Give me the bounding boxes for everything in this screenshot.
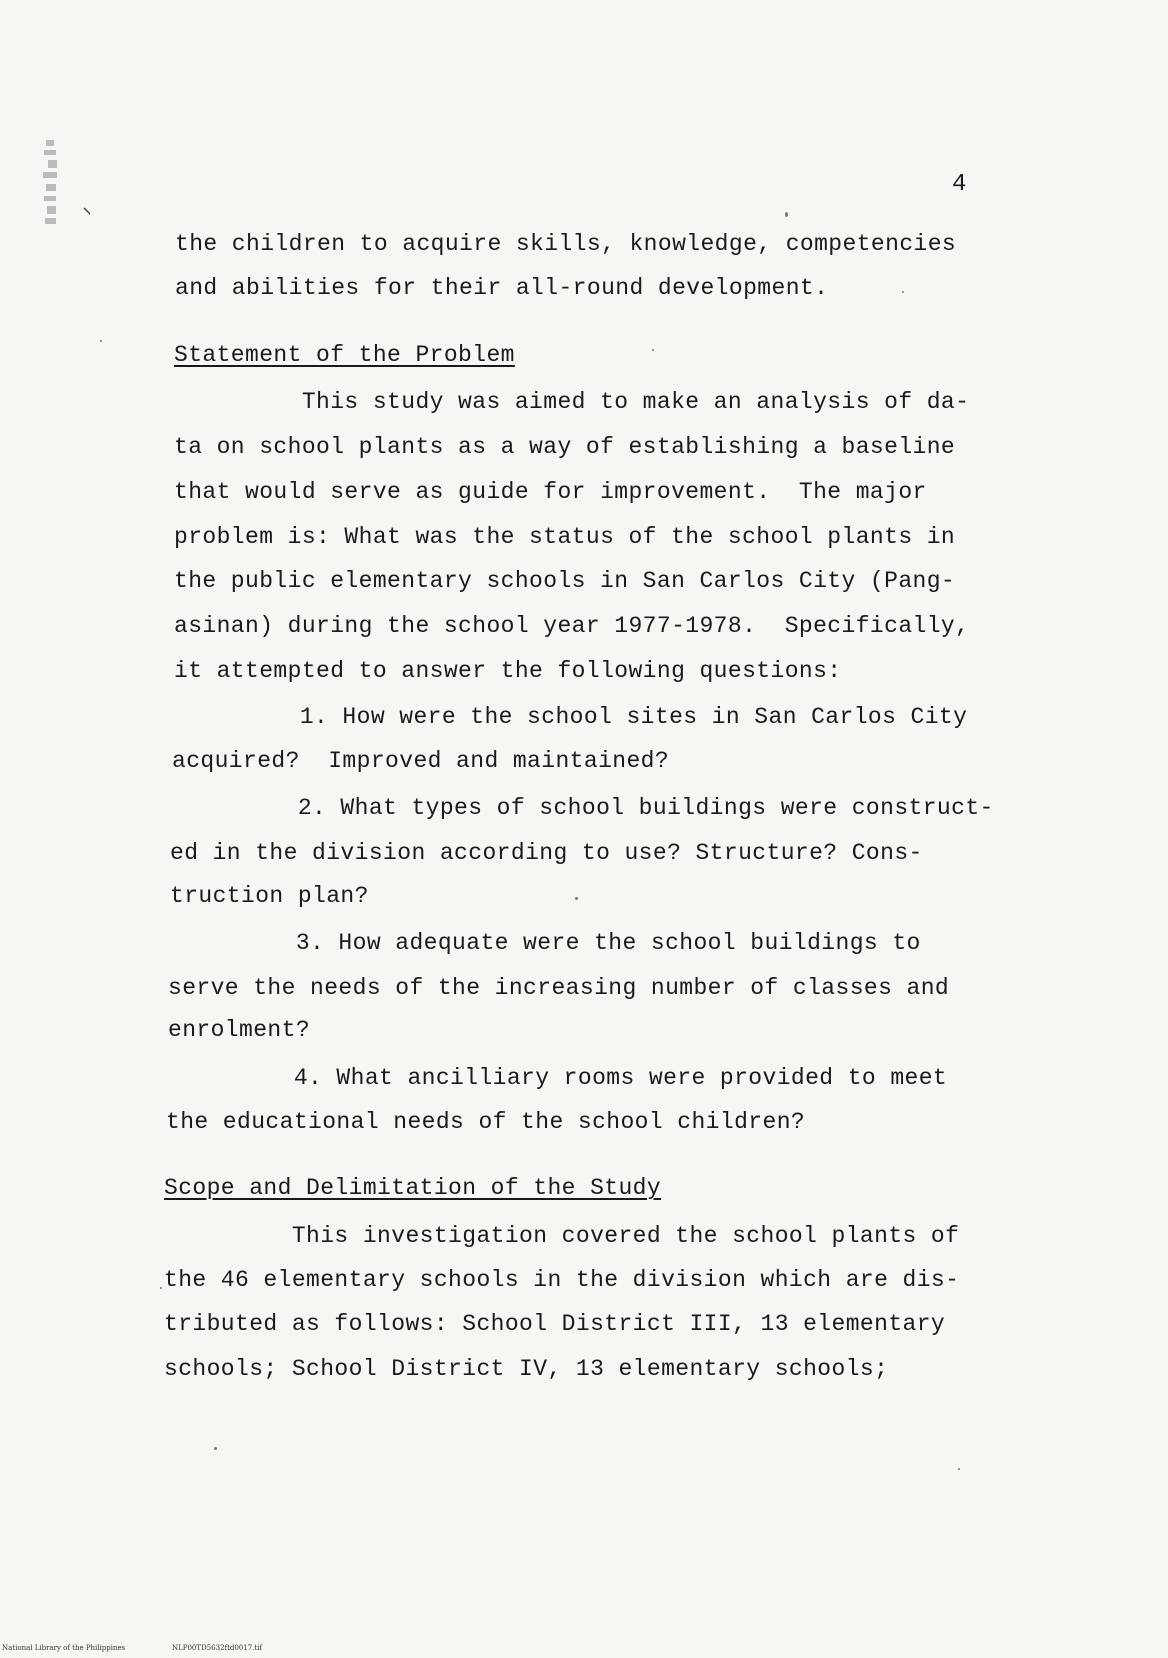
section-heading-scope-and-delimitation: Scope and Delimitation of the Study [164, 1175, 662, 1201]
text-line: This study was aimed to make an analysis of da- [174, 389, 970, 415]
text-line: tributed as follows: School District III, 13 elementary [164, 1311, 946, 1337]
scan-speck [214, 1447, 217, 1450]
text-line: ed in the division according to use? Structure? Cons- [170, 840, 923, 866]
text-line: problem is: What was the status of the school plants in [174, 524, 956, 550]
text-line: This investigation covered the school plants of [164, 1223, 960, 1249]
page-number: 4 [952, 171, 967, 198]
scan-speck [958, 1468, 960, 1470]
list-item-question-1: 1. How were the school sites in San Carlos City [172, 704, 968, 730]
scan-speck [652, 349, 654, 351]
scan-speck [902, 291, 904, 293]
footer-library-name: National Library of the Philippines [2, 1644, 126, 1652]
section-heading-statement-of-problem: Statement of the Problem [174, 342, 515, 368]
list-item-question-2: 2. What types of school buildings were construct- [170, 795, 994, 821]
text-line: the public elementary schools in San Carlos City (Pang- [174, 568, 956, 594]
scan-artifact [40, 140, 90, 250]
text-line: it attempted to answer the following questions: [174, 658, 842, 684]
list-item-question-3: 3. How adequate were the school buildings to [168, 930, 921, 956]
text-line: the 46 elementary schools in the division which are dis- [164, 1267, 960, 1293]
list-item-question-4: 4. What ancilliary rooms were provided to meet [166, 1065, 948, 1091]
text-line: asinan) during the school year 1977-1978. Specifically, [174, 613, 970, 639]
scan-speck [575, 897, 578, 900]
scan-speck [100, 340, 102, 342]
text-line: schools; School District IV, 13 elementary schools; [164, 1356, 889, 1382]
text-line: enrolment? [168, 1017, 311, 1043]
text-line: acquired? Improved and maintained? [172, 748, 670, 774]
scan-speck [785, 212, 788, 217]
text-line: that would serve as guide for improvement. The major [174, 479, 927, 505]
text-line: the children to acquire skills, knowledge, competencies [175, 231, 957, 257]
scan-speck [160, 1287, 162, 1289]
text-line: ta on school plants as a way of establishing a baseline [174, 434, 956, 460]
footer-file-name: NLP00TD5632ftd0017.tif [172, 1644, 263, 1652]
text-line: serve the needs of the increasing number of classes and [168, 975, 950, 1001]
text-line: truction plan? [170, 883, 369, 909]
text-line: and abilities for their all-round development. [175, 275, 829, 301]
text-line: the educational needs of the school children? [166, 1109, 806, 1135]
